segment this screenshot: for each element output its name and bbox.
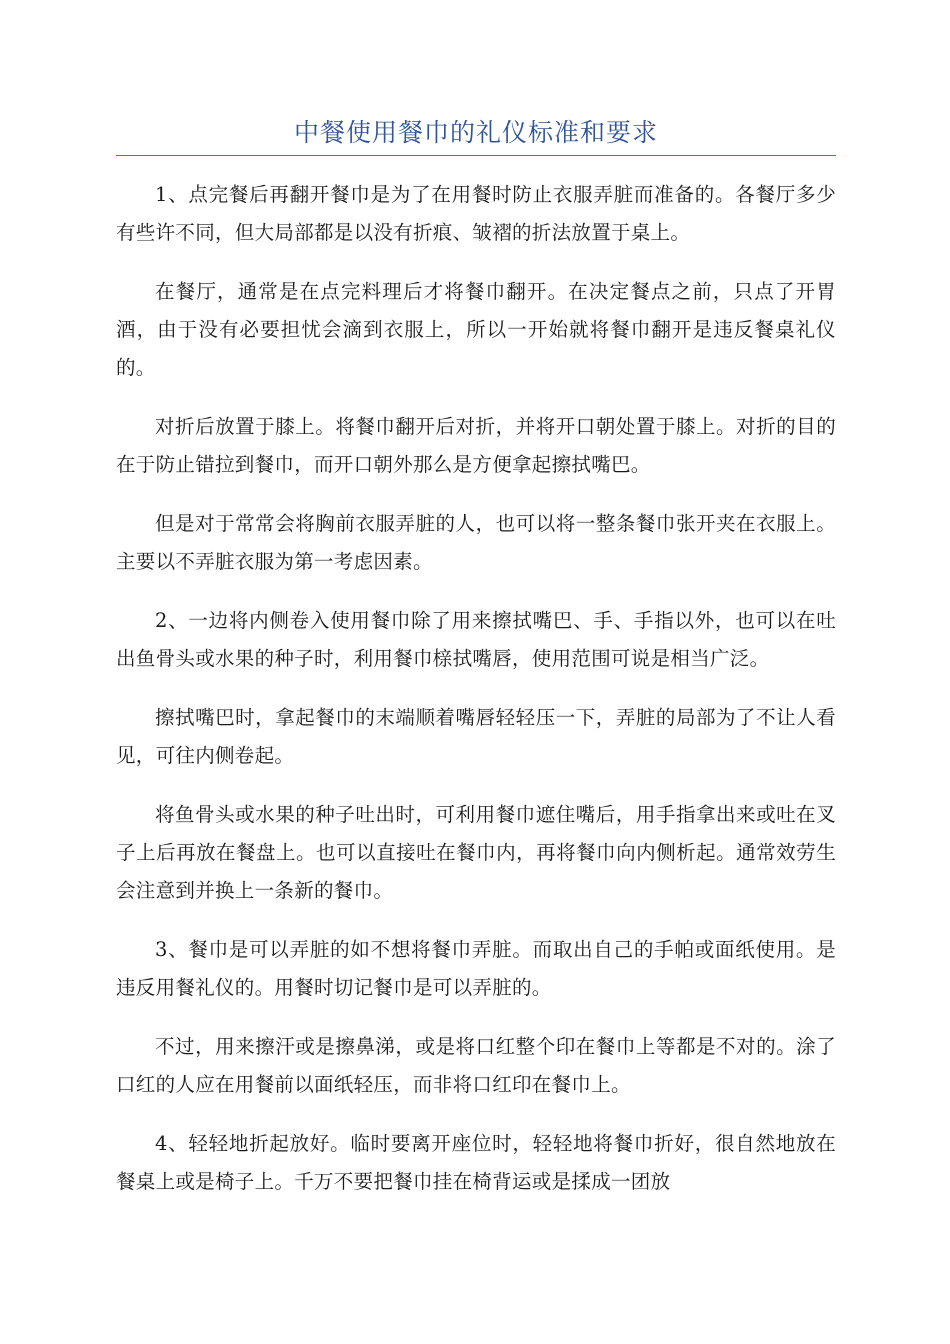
paragraph: 擦拭嘴巴时，拿起餐巾的末端顺着嘴唇轻轻压一下，弄脏的局部为了不让人看见，可往内侧卷起。 (116, 706, 836, 767)
document-page (116, 0, 836, 1222)
paragraph: 对折后放置于膝上。将餐巾翻开后对折，并将开口朝处置于膝上。对折的目的在于防止错拉到餐巾，而开口朝外那么是方便拿起擦拭嘴巴。 (116, 415, 836, 476)
paragraph: 不过，用来擦汗或是擦鼻涕，或是将口红整个印在餐巾上等都是不对的。涂了口红的人应在用餐前以面纸轻压，而非将口红印在餐巾上。 (116, 1035, 836, 1096)
paragraph: 4、轻轻地折起放好。临时要离开座位时，轻轻地将餐巾折好，很自然地放在餐桌上或是椅子上。千万不要把餐巾挂在椅背运或是揉成一团放 (116, 1132, 836, 1193)
document-title: 中餐使用餐巾的礼仪标准和要求 (293, 118, 658, 147)
paragraph: 将鱼骨头或水果的种子吐出时，可利用餐巾遮住嘴后，用手指拿出来或吐在叉子上后再放在餐盘上。也可以直接吐在餐巾内，再将餐巾向内侧析起。通常效劳生会注意到并换上一条新的餐巾。 (116, 803, 836, 902)
title-underline (116, 155, 836, 156)
document-body (116, 176, 836, 1201)
paragraph: 1、点完餐后再翻开餐巾是为了在用餐时防止衣服弄脏而准备的。各餐厅多少有些许不同，但大局部都是以没有折痕、皱褶的折法放置于桌上。 (116, 183, 836, 244)
paragraph: 2、一边将内侧卷入使用餐巾除了用来擦拭嘴巴、手、手指以外，也可以在吐出鱼骨头或水果的种子时，利用餐巾榇拭嘴唇，使用范围可说是相当广泛。 (116, 609, 836, 670)
paragraph: 在餐厅，通常是在点完料理后才将餐巾翻开。在决定餐点之前，只点了开胃酒，由于没有必要担忧会滴到衣服上，所以一开始就将餐巾翻开是违反餐桌礼仪的。 (116, 280, 836, 379)
paragraph: 3、餐巾是可以弄脏的如不想将餐巾弄脏。而取出自己的手帕或面纸使用。是违反用餐礼仪的。用餐时切记餐巾是可以弄脏的。 (116, 938, 836, 999)
paragraph: 但是对于常常会将胸前衣服弄脏的人，也可以将一整条餐巾张开夹在衣服上。主要以不弄脏衣服为第一考虑因素。 (116, 512, 836, 573)
